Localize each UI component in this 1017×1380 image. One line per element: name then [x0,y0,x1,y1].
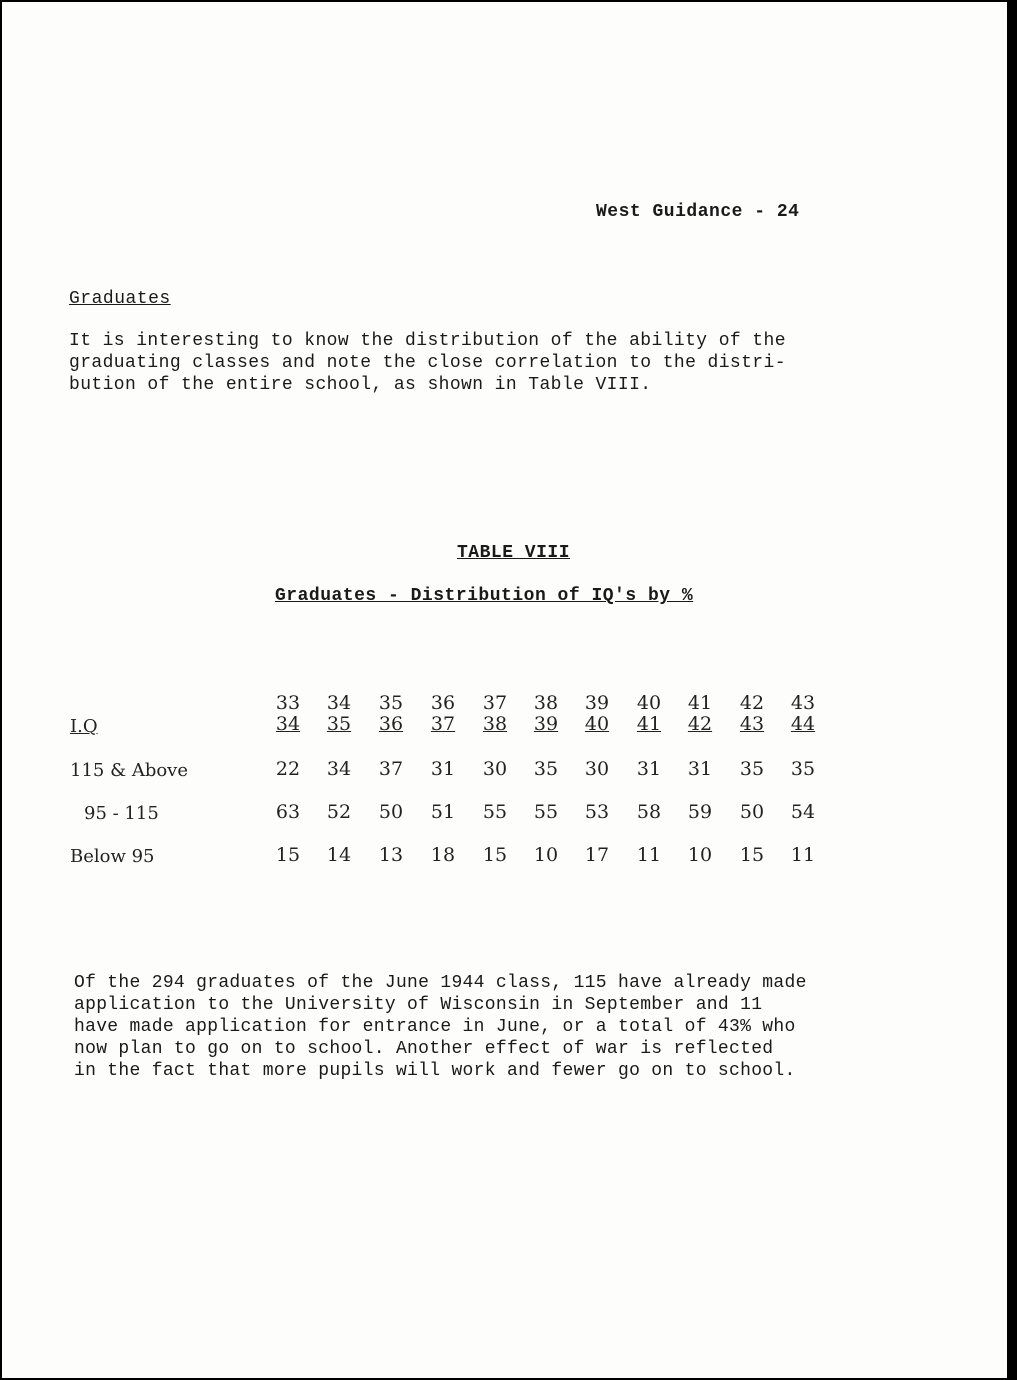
table-cell: 37 [378,758,404,780]
year-bottom: 41 [636,713,662,735]
table-cell: 53 [584,801,610,823]
year-bottom: 40 [584,713,610,735]
table-title: TABLE VIII [457,543,571,563]
table-cell: 15 [482,844,508,866]
table-cell: 31 [636,758,662,780]
year-top: 43 [790,692,816,714]
year-bottom: 35 [326,713,352,735]
year-top: 37 [482,692,508,714]
table-cell: 14 [326,844,352,866]
year-bottom: 34 [275,713,301,735]
year-bottom: 37 [430,713,456,735]
closing-line: now plan to go on to school. Another effect of war is reflected [74,1039,774,1059]
table-cell: 11 [790,844,816,866]
table-cell: 17 [584,844,610,866]
closing-line: in the fact that more pupils will work and fewer go on to school. [74,1061,796,1081]
table-cell: 22 [275,758,301,780]
table-cell: 55 [533,801,559,823]
year-top: 36 [430,692,456,714]
document-page [2,2,1007,1378]
table-cell: 59 [687,801,713,823]
intro-line: It is interesting to know the distribution of the ability of the [69,331,786,351]
closing-line: application to the University of Wisconsin in September and 11 [74,995,763,1015]
table-cell: 35 [533,758,559,780]
table-cell: 31 [430,758,456,780]
closing-line: have made application for entrance in June, or a total of 43% who [74,1017,796,1037]
table-cell: 31 [687,758,713,780]
table-cell: 35 [739,758,765,780]
table-cell: 51 [430,801,456,823]
table-cell: 54 [790,801,816,823]
table-cell: 30 [482,758,508,780]
table-cell: 50 [739,801,765,823]
table-cell: 52 [326,801,352,823]
table-cell: 10 [687,844,713,866]
table-cell: 18 [430,844,456,866]
year-bottom: 36 [378,713,404,735]
table-cell: 15 [275,844,301,866]
year-top: 40 [636,692,662,714]
table-cell: 55 [482,801,508,823]
table-cell: 30 [584,758,610,780]
year-top: 35 [378,692,404,714]
table-cell: 11 [636,844,662,866]
year-bottom: 39 [533,713,559,735]
table-cell: 13 [378,844,404,866]
table-cell: 35 [790,758,816,780]
row-label-below-95: Below 95 [70,846,155,867]
year-bottom: 42 [687,713,713,735]
year-top: 33 [275,692,301,714]
year-top: 34 [326,692,352,714]
table-cell: 15 [739,844,765,866]
table-cell: 58 [636,801,662,823]
row-label-above-115: 115 & Above [70,760,189,781]
year-top: 39 [584,692,610,714]
intro-line: bution of the entire school, as shown in Table VIII. [69,375,652,395]
row-label-95-115: 95 - 115 [84,803,159,824]
section-title: Graduates [69,289,171,309]
year-bottom: 44 [790,713,816,735]
table-subtitle: Graduates - Distribution of IQ's by % [275,586,694,606]
closing-line: Of the 294 graduates of the June 1944 class, 115 have already made [74,973,807,993]
year-top: 41 [687,692,713,714]
table-cell: 10 [533,844,559,866]
year-bottom: 43 [739,713,765,735]
year-bottom: 38 [482,713,508,735]
year-top: 38 [533,692,559,714]
intro-paragraph [69,330,909,396]
table-cell: 50 [378,801,404,823]
iq-label: I.Q [70,716,98,737]
table-cell: 63 [275,801,301,823]
closing-paragraph [74,972,934,1082]
intro-line: graduating classes and note the close correlation to the distri- [69,353,786,373]
page-header: West Guidance - 24 [596,202,800,222]
table-cell: 34 [326,758,352,780]
year-top: 42 [739,692,765,714]
